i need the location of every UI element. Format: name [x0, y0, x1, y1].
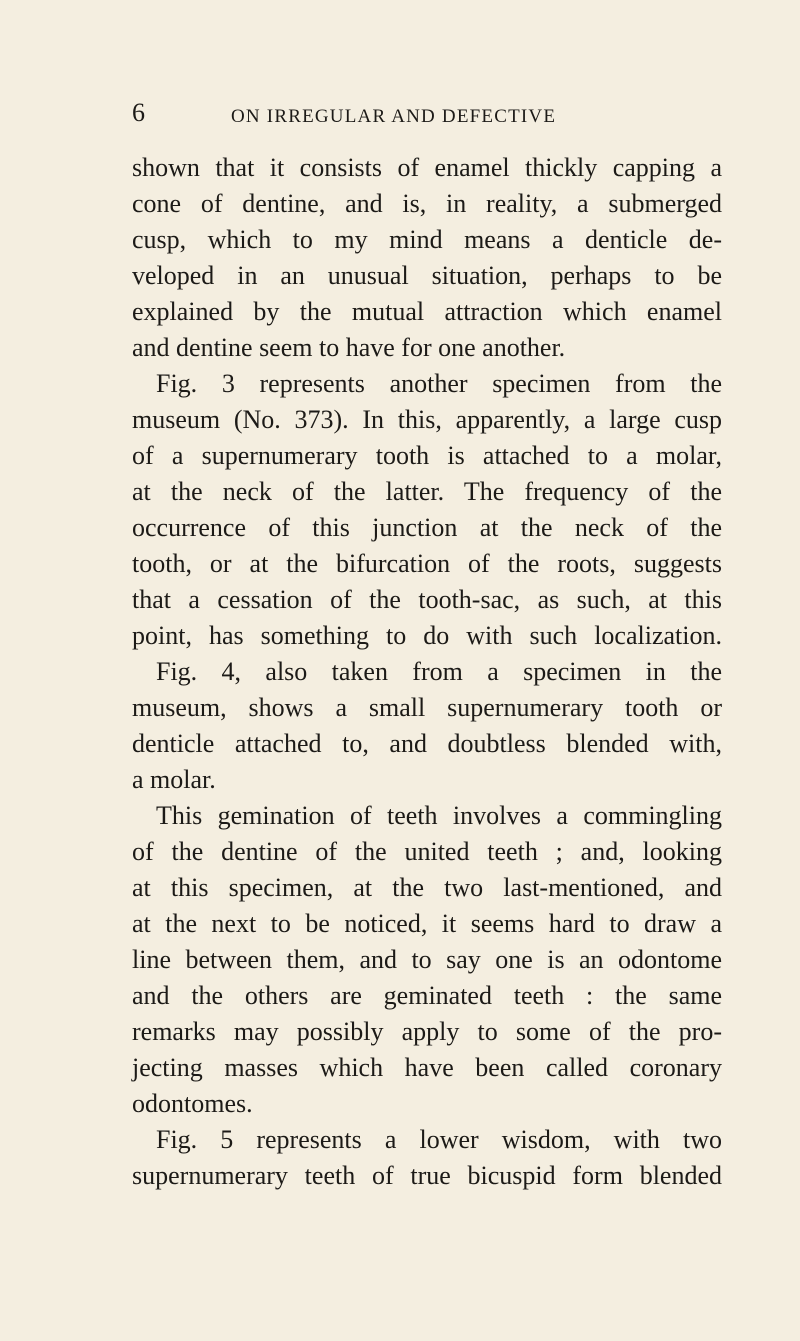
text-line: at the neck of the latter. The frequency of the [132, 477, 722, 506]
text-line: museum, shows a small supernumerary tooth or [132, 693, 722, 722]
running-head: ON IRREGULAR AND DEFECTIVE [231, 106, 557, 127]
text-line: cusp, which to my mind means a denticle de- [132, 225, 722, 254]
text-line: at the next to be noticed, it seems hard to draw a [132, 909, 722, 938]
text-line: Fig. 4, also taken from a specimen in the [156, 657, 722, 686]
text-line: and the others are geminated teeth : the same [132, 981, 722, 1010]
text-line: denticle attached to, and doubtless blended with, [132, 729, 722, 758]
text-line: veloped in an unusual situation, perhaps to be [132, 261, 722, 290]
text-line: remarks may possibly apply to some of the pro- [132, 1017, 722, 1046]
text-line: occurrence of this junction at the neck of the [132, 513, 722, 542]
text-line: This gemination of teeth involves a commingling [156, 801, 722, 830]
text-line: and dentine seem to have for one another. [132, 333, 566, 362]
text-line: Fig. 5 represents a lower wisdom, with two [156, 1125, 722, 1154]
text-line: museum (No. 373). In this, apparently, a large cusp [132, 405, 722, 434]
text-line: that a cessation of the tooth-sac, as such, at this [132, 585, 722, 614]
text-line: supernumerary teeth of true bicuspid form blended [132, 1161, 722, 1190]
text-line: explained by the mutual attraction which enamel [132, 297, 722, 326]
page-number: 6 [132, 98, 145, 127]
text-line: cone of dentine, and is, in reality, a submerged [132, 189, 722, 218]
text-line: odontomes. [132, 1089, 253, 1118]
text-line: Fig. 3 represents another specimen from the [156, 369, 722, 398]
text-line: jecting masses which have been called coronary [132, 1053, 722, 1082]
text-line: of the dentine of the united teeth ; and, looking [132, 837, 722, 866]
text-line: tooth, or at the bifurcation of the roots, suggests [132, 549, 722, 578]
text-line: point, has something to do with such localization. [132, 621, 722, 650]
text-line: a molar. [132, 765, 216, 794]
text-line: line between them, and to say one is an odontome [132, 945, 722, 974]
text-line: of a supernumerary tooth is attached to a molar, [132, 441, 722, 470]
text-line: at this specimen, at the two last-mentioned, and [132, 873, 722, 902]
text-line: shown that it consists of enamel thickly capping a [132, 153, 722, 182]
